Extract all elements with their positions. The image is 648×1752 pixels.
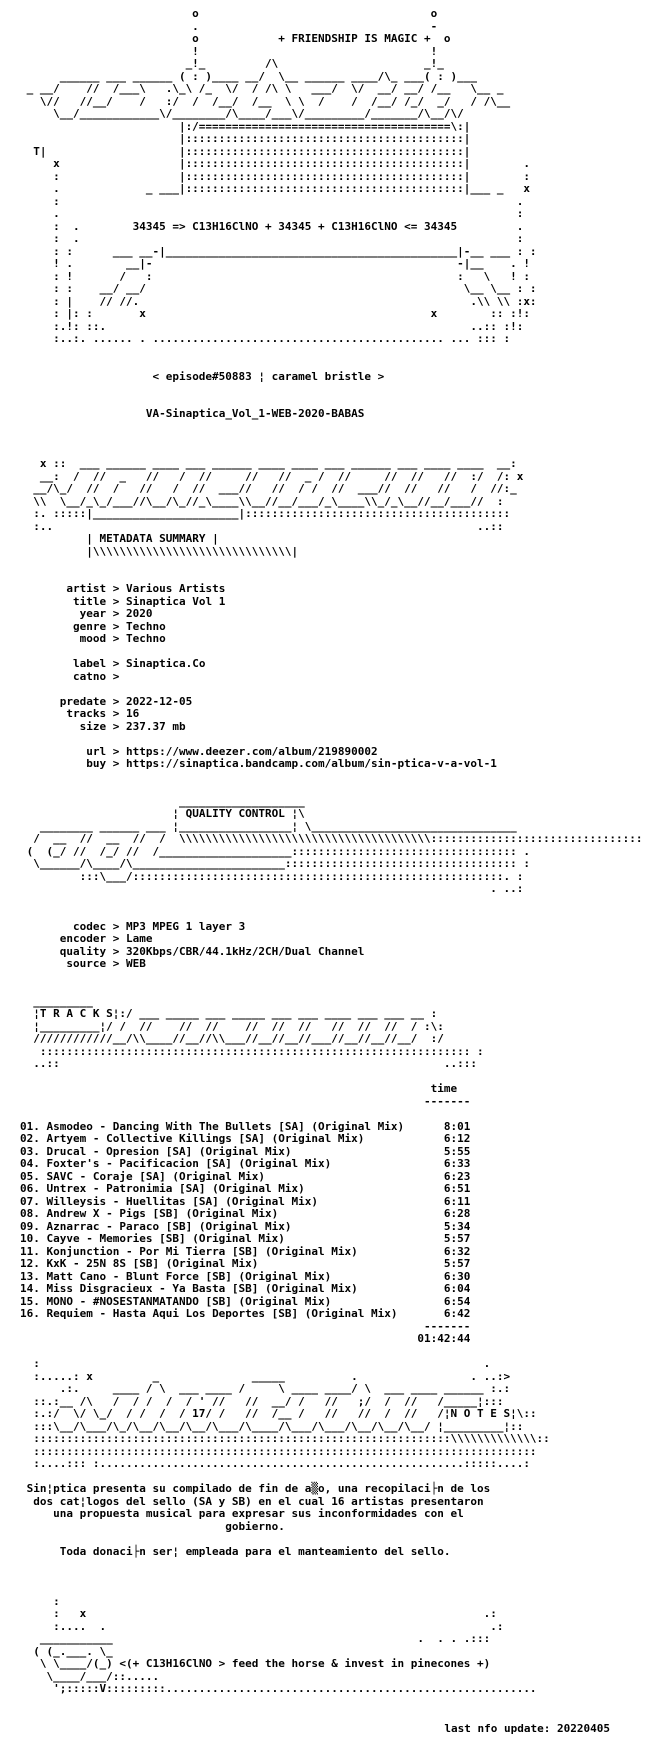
- meta-value: Techno: [125, 632, 166, 645]
- track-number: 12.: [20, 1257, 40, 1270]
- meta-key: title: [72, 594, 107, 608]
- episode-line: [20, 371, 643, 384]
- track-number: 01.: [20, 1119, 40, 1133]
- track-number: 02.: [20, 1132, 40, 1145]
- art-metadata-line: x :: ___ ______ ____ ___ ______ ____ ____ ___ ______ ___ ____ ____ __:: [20, 457, 517, 470]
- track-time: 6:23: [443, 1169, 471, 1183]
- feed-text: <(+ C13H16ClNO > feed the horse & invest in pinecones +): [119, 1657, 491, 1670]
- art-metadata-line: :. :::::|______________________|::::::::::::::::::::::::::::::::::::::::: [20, 507, 511, 520]
- notes-line: gobierno.: [20, 1519, 285, 1533]
- meta-value: WEB: [125, 957, 146, 970]
- tracks-art-1: _________: [20, 994, 93, 1008]
- metadata-title: METADATA SUMMARY: [99, 532, 206, 545]
- track-name: Willeysis - Huellitas [SA] (Original Mix): [46, 1194, 319, 1208]
- meta-row: title > Sinaptica Vol 1: [72, 594, 226, 608]
- art-top-line: \// //__/ / :/ / /__/ /__ \ \ / / /__/ /_/ _/ / /\__: [20, 94, 511, 108]
- track-time: 6:04: [443, 1282, 471, 1295]
- art-top-line: o o: [20, 7, 438, 20]
- track-time: 6:42: [443, 1307, 471, 1320]
- track-number: 06.: [20, 1182, 40, 1195]
- art-top-line: _!_ /\ _!_: [20, 57, 444, 70]
- art-top-line: : ! / : : \ ! :: [20, 269, 530, 283]
- track-time: 8:01: [443, 1119, 471, 1133]
- meta-value: Lame: [125, 932, 153, 945]
- art-top: [20, 8, 643, 346]
- meta-value: 320Kbps/CBR/44.1kHz/2CH/Dual Channel: [125, 944, 365, 958]
- meta-value: 16: [125, 707, 140, 720]
- art-top-line: |::::::::::::::::::::::::::::::::::::::::::|: [20, 132, 471, 145]
- track-name: Foxter's - Pacificacion [SA] (Original Mix): [46, 1157, 332, 1170]
- track-name: Miss Disgracieux - Ya Basta [SB] (Original Mix): [46, 1282, 358, 1295]
- quality-title: QUALITY CONTROL: [185, 807, 285, 820]
- release-name: VA-Sinaptica_Vol_1-WEB-2020-BABAS: [145, 407, 365, 420]
- art-top-line: _ __/ // /___\ .\_\ /_ \/ / /\ \ ___/ \/ __/ __/ /__ \__ _: [20, 82, 504, 95]
- track-name: SAVC - Coraje [SA] (Original Mix): [46, 1169, 266, 1183]
- track-time: 6:32: [443, 1244, 471, 1258]
- notes-art-1: : .: [20, 1357, 491, 1370]
- tracks-title: T R A C K S: [39, 1007, 113, 1020]
- meta-value: https://www.deezer.com/album/219890002: [125, 744, 378, 758]
- art-top-line: : : ___ __-|____________________________________________|-__ ___ : :: [20, 244, 537, 258]
- feed-art-8: ';:::::V:::::::::........................................................: [20, 1682, 537, 1695]
- meta-row: buy > https://sinaptica.bandcamp.com/album/sin-ptica-v-a-vol-1: [86, 757, 497, 770]
- qc-art-5: \______/\____/\_______________________::::::::::::::::::::::::::::::::::: :: [20, 857, 530, 870]
- meta-key: codec: [72, 919, 107, 933]
- qc-art-3: / __ // __ // / \\\\\\\\\\\\\\\\\\\\\\\\\\\\\\\\\\\\\\::::::::::::::::::::::::::::::::: [20, 832, 643, 845]
- meta-value: Various Artists: [125, 582, 226, 595]
- meta-key: predate: [59, 694, 107, 708]
- art-top-line: : . :: [20, 232, 524, 245]
- meta-key: size: [79, 719, 107, 733]
- track-time: 6:28: [443, 1207, 471, 1220]
- release-line: [20, 408, 643, 421]
- tracks-title-line: ¦T R A C K S¦:/ ___ _____ ___ _____ ___ ___ ____ ___ ___ __ :: [20, 1007, 438, 1020]
- meta-key: mood: [79, 632, 107, 645]
- total-time-line: [20, 1333, 643, 1346]
- total-time: 01:42:44: [417, 1332, 471, 1345]
- notes-art-8: ::::::::::::::::::::::::::::::::::::::::::::::::::::::::::::::::::::::::::::: [20, 1444, 537, 1458]
- meta-row: encoder > Lame: [59, 932, 153, 945]
- track-number: 16.: [20, 1307, 40, 1320]
- track-name: Cayve - Memories [SB] (Original Mix): [46, 1232, 285, 1245]
- notes-title-line: :.:/ \/ \_/ / / / / 17/ / // /__ / // // / // /¦N O T E S¦\::: [20, 1407, 537, 1420]
- metadata-title-line: | METADATA SUMMARY |: [20, 532, 219, 545]
- art-top-line: x |::::::::::::::::::::::::::::::::::::::::::| .: [20, 157, 530, 170]
- track-name: MONO - #NOSESTANMATANDO [SB] (Original Mix): [46, 1294, 332, 1308]
- track-number: 03.: [20, 1144, 40, 1158]
- time-underline: -------: [20, 1094, 471, 1108]
- meta-key: label: [72, 657, 107, 670]
- notes-line: Sin¦ptica presenta su compilado de fin de a▒o, una recopilaci├n de los: [20, 1482, 491, 1495]
- meta-key: catno: [72, 669, 107, 683]
- art-metadata: [20, 458, 643, 533]
- track-number: 14.: [20, 1282, 40, 1295]
- meta-key: source: [66, 957, 107, 970]
- track-name: Artyem - Collective Killings [SA] (Original Mix): [46, 1132, 365, 1145]
- track-number: 05.: [20, 1169, 40, 1183]
- track-time: 5:34: [443, 1219, 471, 1233]
- feed-art-3: :.... . .:: [20, 1619, 504, 1633]
- art-top-line: : : __/ __/ \__ \__ : :: [20, 282, 537, 295]
- meta-row: url > https://www.deezer.com/album/219890002: [86, 744, 378, 758]
- total-underline: -------: [20, 1319, 471, 1333]
- art-metadata-line: \\ \__/_\_/___//\__/\_//_\____\\__//__/___/_\____\\_/_\__//__/___// :: [20, 494, 504, 508]
- art-top-line: . -: [20, 19, 438, 33]
- notes-line: [20, 1533, 643, 1546]
- feed-art-5: ( (_.___. \_: [20, 1644, 113, 1658]
- meta-row: predate > 2022-12-05: [59, 694, 193, 708]
- art-top-line: T| |::::::::::::::::::::::::::::::::::::::::::|: [20, 144, 471, 158]
- feed-line: \ \____/(_) <(+ C13H16ClNO > feed the horse & invest in pinecones +): [20, 1657, 491, 1670]
- meta-row: [20, 683, 643, 696]
- metadata-underline: |\\\\\\\\\\\\\\\\\\\\\\\\\\\\\\|: [20, 544, 299, 558]
- track-time: 5:55: [443, 1144, 471, 1158]
- art-top-line: : . 34345 => C13H16ClNO + 34345 + C13H16ClNO <= 34345 .: [20, 219, 524, 233]
- notes-art-2: :.....: x _ _____ . . ..:>: [20, 1369, 511, 1383]
- feed-art-1: :: [20, 1594, 60, 1608]
- meta-row: genre > Techno: [72, 619, 166, 633]
- art-top-line: \__/____________\/________/\____/___\/_________/_______/\__/\/: [20, 107, 464, 120]
- meta-key: year: [79, 607, 107, 620]
- tracks-art-3: ¦_________¦/ / // // // // // // // // // / :\:: [20, 1019, 444, 1033]
- meta-row: codec > MP3 MPEG 1 layer 3: [72, 919, 246, 933]
- track-name: Andrew X - Pigs [SB] (Original Mix): [46, 1207, 279, 1220]
- notes-art-6: :::\__/\___/\_/\__/\__/\__/\___/\____/\___/\___/\__/\__/\__/ ¦_________¦::: [20, 1419, 524, 1433]
- meta-value: 2022-12-05: [125, 694, 193, 708]
- meta-row: tracks > 16: [66, 707, 140, 720]
- track-name: Drucal - Opresion [SA] (Original Mix): [46, 1144, 292, 1158]
- track-number: 07.: [20, 1194, 40, 1208]
- meta-value: MP3 MPEG 1 layer 3: [125, 919, 246, 933]
- track-number: 15.: [20, 1294, 40, 1308]
- art-top-line: |:/======================================\:|: [20, 119, 471, 133]
- track-time: 5:57: [443, 1232, 471, 1245]
- art-top-line: ______ ___ ______ ( : )____ __/ \__ ______ ____/\_ ___( : )___: [20, 69, 477, 83]
- track-number: 09.: [20, 1219, 40, 1233]
- meta-value: Techno: [125, 619, 166, 633]
- track-time: 6:54: [443, 1294, 471, 1308]
- meta-key: tracks: [66, 707, 107, 720]
- nfo-document: [20, 8, 643, 1708]
- art-metadata-line: __: / // _ // / // // // _ / // // // // :/ /: x: [20, 469, 524, 483]
- art-metadata-line: __/\_/ // / // / // ___// // / / // ___// // // / //:_: [20, 482, 517, 495]
- quality-control: [20, 921, 643, 971]
- metadata-summary: [20, 583, 643, 771]
- feed-art-4: ___________ . . . .:::: [20, 1632, 491, 1645]
- meta-row: artist > Various Artists: [66, 582, 226, 595]
- tracks-art-5: ::::::::::::::::::::::::::::::::::::::::::::::::::::::::::::::::: :: [20, 1044, 484, 1058]
- meta-row: quality > 320Kbps/CBR/44.1kHz/2CH/Dual Channel: [59, 944, 365, 958]
- qc-art-7: . ..:: [20, 882, 524, 895]
- feed-art-2: : x .:: [20, 1607, 497, 1620]
- track-number: 04.: [20, 1157, 40, 1170]
- notes-art-7: :::::::::::::::::::::::::::::::::::::::::::::::::::::::::::::::\\\\\\\\\\\\\::: [20, 1432, 550, 1445]
- qc-art-4: ( (_/ // /_/ // /____________________:::::::::::::::::::::::::::::::::: .: [20, 844, 530, 858]
- qc-art-2: ________ ______ ___ ¦_________________¦ \_______________________________: [20, 819, 517, 833]
- quality-title-line: ¦ QUALITY CONTROL ¦\: [20, 807, 305, 820]
- episode-label: < episode#50883 ¦ caramel bristle >: [152, 369, 385, 383]
- art-top-line: :.!: ::. ..:: :!:: [20, 319, 524, 333]
- meta-row: year > 2020: [79, 607, 153, 620]
- art-top-line: ! !: [20, 44, 438, 58]
- track-name: Konjunction - Por Mi Tierra [SB] (Original Mix): [46, 1244, 358, 1258]
- track-time: 5:57: [443, 1257, 471, 1270]
- qc-art-1: ___________________: [20, 794, 305, 808]
- notes-art-4: ::.:__ /\ / / / / / ' // // __/ / // ;/ / // /_____¦:::: [20, 1394, 504, 1408]
- meta-value: 2020: [125, 607, 153, 620]
- art-top-line: o + FRIENDSHIP IS MAGIC + o: [20, 32, 451, 45]
- notes-art-9: :....::: :.......................................................:::::....:: [20, 1457, 530, 1470]
- meta-row: size > 237.37 mb: [79, 719, 186, 733]
- meta-row: catno >: [72, 669, 126, 683]
- notes-text: [20, 1483, 643, 1558]
- track-number: 11.: [20, 1244, 40, 1258]
- meta-row: label > Sinaptica.Co: [72, 657, 206, 670]
- track-number: 13.: [20, 1269, 40, 1283]
- meta-row: mood > Techno: [79, 632, 166, 645]
- meta-key: quality: [59, 944, 107, 958]
- meta-key: buy: [86, 757, 107, 770]
- meta-key: url: [86, 744, 107, 758]
- track-time: 6:11: [443, 1194, 471, 1208]
- qc-art-6: :::\___/::::::::::::::::::::::::::::::::::::::::::::::::::::::::. :: [20, 869, 524, 883]
- notes-line: una propuesta musical para expresar sus inconformidades con el: [20, 1507, 464, 1520]
- meta-row: source > WEB: [66, 957, 146, 970]
- art-top-line: : | // //. .\\ \\ :x:: [20, 294, 537, 308]
- art-top-line: : |: : x x :: :!:: [20, 307, 530, 320]
- meta-value: Sinaptica Vol 1: [125, 594, 226, 608]
- track-row: [20, 1308, 643, 1321]
- track-name: KxK - 25N 8S [SB] (Original Mix): [46, 1257, 259, 1270]
- last-update: last nfo update: 20220405: [444, 1722, 610, 1735]
- notes-title: N O T E S: [450, 1407, 511, 1420]
- art-top-line: . :: [20, 207, 524, 220]
- art-top-line: : .: [20, 194, 524, 208]
- time-header: time: [430, 1082, 458, 1095]
- meta-value: 237.37 mb: [125, 719, 186, 733]
- notes-art-3: .:. ____ / \ ___ ____ / \ ____ ____/ \ ___ ____ ______ :.:: [20, 1382, 511, 1395]
- track-time: 6:30: [443, 1269, 471, 1283]
- track-name: Untrex - Patronimia [SA] (Original Mix): [46, 1182, 305, 1195]
- track-name: Aznarrac - Paraco [SB] (Original Mix): [46, 1219, 292, 1233]
- meta-value: Sinaptica.Co: [125, 657, 206, 670]
- track-name: Requiem - Hasta Aqui Los Deportes [SB] (Original Mix): [46, 1307, 398, 1320]
- meta-key: artist: [66, 582, 107, 595]
- time-header-line: [20, 1083, 643, 1096]
- art-metadata-line: :.. ..::: [20, 519, 504, 533]
- track-time: 6:12: [443, 1132, 471, 1145]
- art-top-line: . _ ___|::::::::::::::::::::::::::::::::::::::::::|___ _ x: [20, 182, 530, 195]
- track-number: 08.: [20, 1207, 40, 1220]
- notes-line: dos cat¦logos del sello (SA y SB) en el cual 16 artistas presentaron: [20, 1494, 484, 1508]
- meta-value: https://sinaptica.bandcamp.com/album/sin-ptica-v-a-vol-1: [125, 757, 497, 770]
- tracks-art-6: ..:: ..:::: [20, 1057, 477, 1070]
- art-top-line: ! . __|- -|__ . !: [20, 257, 530, 270]
- tracklist: [20, 1121, 643, 1321]
- art-top-line: :..:. ...... . ............................................ ... ::: :: [20, 332, 511, 345]
- track-name: Matt Cano - Blunt Force [SB] (Original Mix): [46, 1269, 332, 1283]
- track-number: 10.: [20, 1232, 40, 1245]
- art-top-line: : |::::::::::::::::::::::::::::::::::::::::::| :: [20, 169, 530, 183]
- track-name: Asmodeo - Dancing With The Bullets [SA] (Original Mix): [46, 1119, 405, 1133]
- track-time: 6:33: [443, 1157, 471, 1170]
- meta-key: encoder: [59, 932, 107, 945]
- notes-line: Toda donaci├n ser¦ empleada para el manteamiento del sello.: [20, 1544, 451, 1558]
- track-time: 6:51: [443, 1182, 471, 1195]
- meta-key: genre: [72, 619, 107, 633]
- feed-art-7: \____/___/::.....: [20, 1669, 160, 1683]
- tracks-art-4: ////////////__/\\____//__//\\___//__//__//___//__//__//__/ :/: [20, 1032, 444, 1045]
